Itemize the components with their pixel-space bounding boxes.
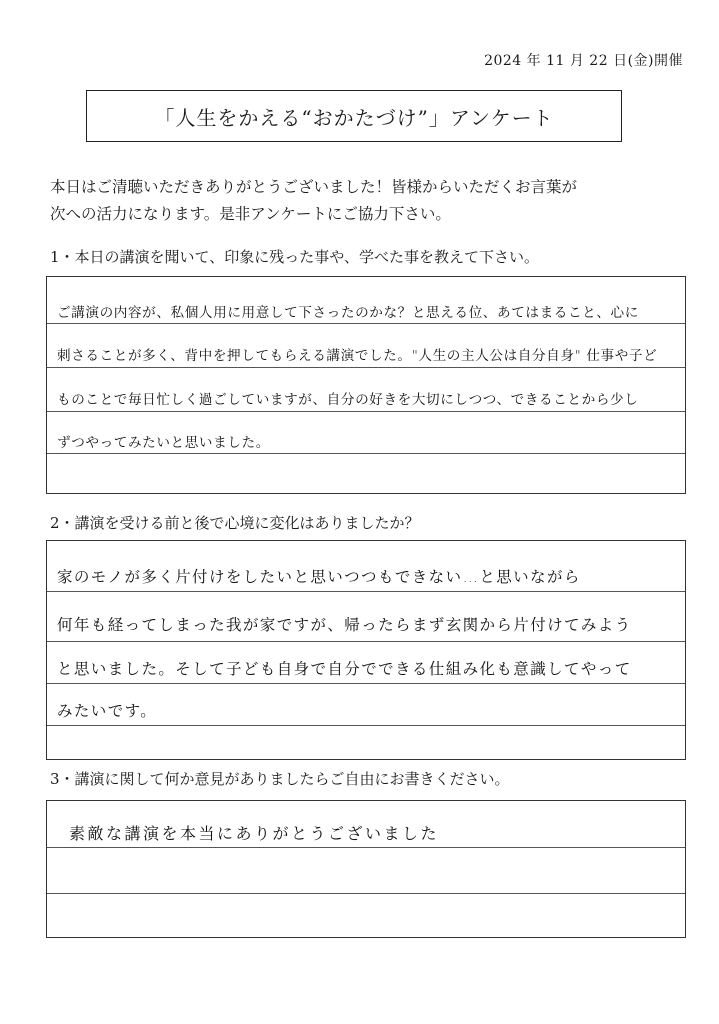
answer-box-2 [46, 540, 686, 760]
handwritten-line: みたいです。 [57, 702, 158, 720]
answer-box-3 [46, 800, 686, 938]
handwritten-line: 家のモノが多く片付けをしたいと思いつつもできない…と思いながら [57, 568, 581, 586]
handwritten-line: と思いました。そして子ども自身で自分でできる仕組み化も意識してやって [57, 660, 632, 678]
ruled-line [47, 453, 685, 454]
ruled-line [47, 683, 685, 684]
ruled-line [47, 641, 685, 642]
event-date: 2024 年 11 月 22 日(金)開催 [484, 53, 683, 69]
ruled-line [47, 847, 685, 848]
handwritten-line: 刺さることが多く、背中を押してもらえる講演でした。"人生の主人公は自分自身" 仕事や子ど [57, 348, 658, 364]
handwritten-line: 素敵な講演を本当にありがとうございました [69, 824, 440, 843]
page-title [86, 90, 622, 142]
intro-line-2: 次への活力になります。是非アンケートにご協力下さい。 [50, 205, 451, 223]
handwritten-line: ものことで毎日忙しく過ごしていますが、自分の好きを大切にしつつ、できることから少し [57, 392, 639, 408]
handwritten-line: 何年も経ってしまった我が家ですが、帰ったらまず玄関から片付けてみよう [57, 616, 632, 634]
ruled-line [47, 411, 685, 412]
ruled-line [47, 725, 685, 726]
ruled-line [47, 591, 685, 592]
question-2-label: 2・講演を受ける前と後で心境に変化はありましたか？ [50, 514, 420, 532]
ruled-line [47, 893, 685, 894]
page-title-text: 「人生をかえる“おかたづけ”」アンケート [154, 105, 554, 130]
ruled-line [47, 367, 685, 368]
intro-text [50, 174, 690, 228]
ruled-line [47, 323, 685, 324]
answer-box-1 [46, 276, 686, 494]
question-1-label: 1・本日の講演を聞いて、印象に残った事や、学べた事を教えて下さい。 [50, 248, 539, 266]
handwritten-line: ご講演の内容が、私個人用に用意して下さったのかな？と思える位、あてはまること、心に [57, 305, 639, 321]
handwritten-line: ずつやってみたいと思いました。 [57, 435, 270, 451]
question-3-label: 3・講演に関して何か意見がありましたらご自由にお書きください。 [50, 770, 510, 788]
intro-line-1: 本日はご清聴いただきありがとうございました！皆様からいただくお言葉が [50, 178, 578, 196]
